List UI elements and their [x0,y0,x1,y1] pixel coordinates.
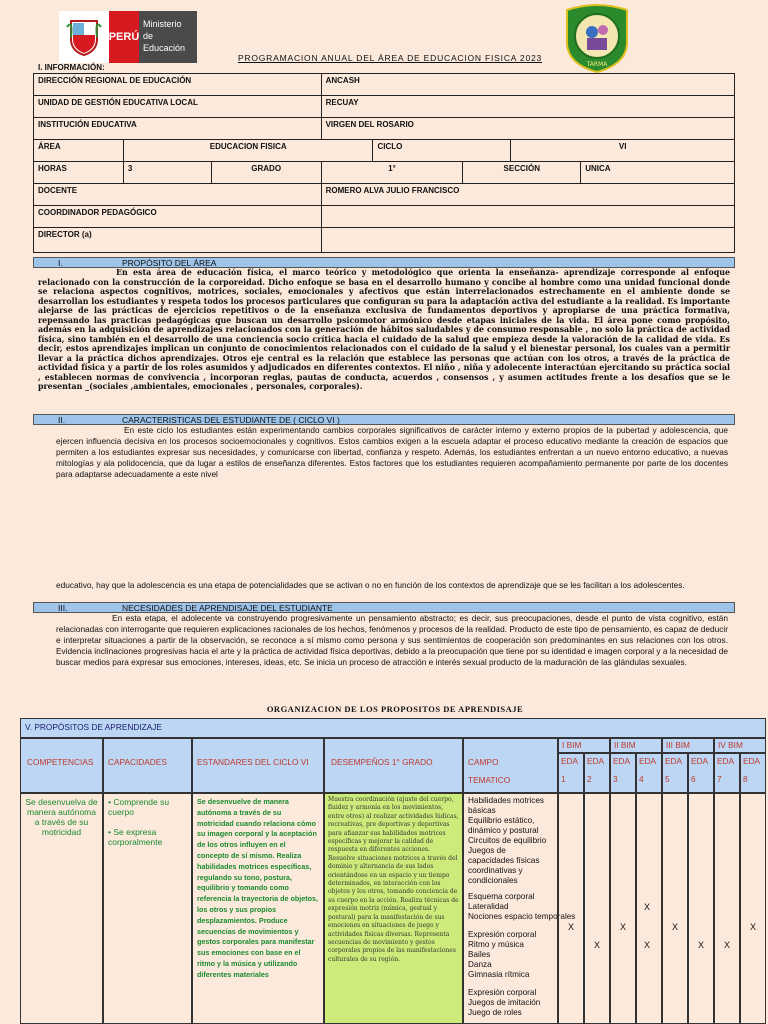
capacidad-1-text: Comprende su cuerpo [108,797,170,817]
eda-4-mark-a: X [644,902,651,912]
info-label-ugel: UNIDAD DE GESTIÓN EDUCATIVA LOCAL [34,96,322,118]
info-label-area: ÁREA [34,140,124,162]
header-desempenos: DESEMPEÑOS 1° GRADO [324,738,463,793]
eda-4-cell [636,793,662,1024]
campo-spacer [468,980,553,988]
section-necesidades-text: En esta etapa, el adolecente va construyendo progresivamente un pensamiento abstracto; es decir, sus preocupaciones, desde el punto de vista cognitivo, están relacionadas con interrogante que requieren explicaciones racionales de los hechos, fenómenos y procesos de la realidad. Producto de este tipo de pensamiento, es capaz de deducir e interpretar situaciones a partir de la observación, se reconoce a sí mismo como persona y sus sentimientos de cooperación son predominantes en sus relaciones con los otros. Evidencia inclinaciones progresivas hacia el arte y la práctica de actividad física deportivas, debido a la preocupación que tiene por su identidad e imagen corporal y a la necesidad de buscar medios para expresar sus emociones, intereses, ideas, etc. Se inicia un proceso de atracción e interés sexual producto de la maduración de las glándulas sexuales. [56,613,729,667]
eda-3-mark: X [620,922,627,932]
section-2-title: CARACTERISTICAS DEL ESTUDIANTE DE ( CICLO VI ) [122,415,340,425]
logo-peru-text: PERÚ [109,11,139,63]
eda-7-mark: X [724,940,731,950]
eda-6-cell [688,793,714,1024]
info-label-coordinador: COORDINADOR PEDAGÓGICO [34,206,322,228]
campo-item: Equilibrio estático, dinámico y postural [468,816,539,835]
school-badge-icon [563,2,631,74]
capacidades-cell [103,793,192,1024]
desempeno-cell: Muestra coordinación (ajuste del cuerpo, fluidez y armonía en los movimientos, entre otros) al realizar actividades lúdicas, recreativas, pre deportivas y deportivas para afianzar sus habilidades motrices específicas y mejorar la calidad de respuesta en diferentes acciones. Resuelve situaciones motrices a través del dominio y alternancia de sus lados orientándose en un espacio y un tiempo determinados, en interacción con los objetos y los otros, tomando conciencia de su cuerpo en la acción. Realiza técnicas de expresión motriz (mímica, gestual y postural) para la manifestación de sus emociones en situaciones de juego y actividades físicas diversas. Representa secuencias de movimiento y gestos corporales propios de las manifestaciones culturales de su región. [324,793,463,1024]
campo-item: Ritmo y música [468,940,524,949]
eda-4-label: EDA [639,756,657,766]
header-estandares: ESTANDARES DEL CICLO VI [192,738,324,793]
section-1-number: I. [58,258,63,268]
section-caracteristicas-text-b: educativo, hay que la adolescencia es una etapa de potencialidades que se activan o no en función de los contextos de aprendizaje que se les facilitan a los adolescentes. [56,580,685,590]
info-label-ciclo: CICLO [373,140,511,162]
bim-1: I BIM [558,738,610,753]
header-tematico: TEMATICO [468,775,511,785]
campo-item: Bailes [468,950,491,959]
header-capacidades: CAPACIDADES [103,738,192,793]
eda-1 [558,753,584,793]
info-value-grado: 1° [321,162,463,184]
campo-item: Expresión corporal [468,988,537,997]
eda-1-num: 1 [561,774,566,784]
eda-5-label: EDA [665,756,683,766]
campo-item: Esquema corporal [468,892,535,901]
eda-1-cell [558,793,584,1024]
logo-ministry-text: Ministerio de Educación [139,11,197,63]
campo-item: Lateralidad [468,902,509,911]
info-value-coordinador [321,206,734,228]
section-proposito-bar [33,257,735,268]
info-value-dre: ANCASH [321,74,734,96]
info-label-horas: HORAS [34,162,124,184]
eda-3-label: EDA [613,756,631,766]
capacidad-1: • Comprende su cuerpo [108,797,170,817]
section-3-title: NECESIDADES DE APRENDISAJE DEL ESTUDIANTE [122,603,333,613]
section-caracteristicas-text: En este ciclo los estudiantes están experimentando cambios corporales significativos de carácter interno y externo propios de la pubertad y adolescencia, que ejercen influencia decisiva en los procesos socioemocionales y cognitivos. Estos cambios exigen a la escuela adaptar el proceso educativo mediante la creación de espacios que permiten a los estudiantes expresar sus necesidades, y comunicarse con libertad, confianza y respeto. Además, los estudiantes enfrentan a un nuevo entorno educativo, a nuevas mitologías y ala polidocencia, que da lugar a estilos de enseñanza diferentes. Estos factores que los estudiantes requieren acompañamiento permanente por parte de los docentes para adaptarse adecuadamente a este nivel [56,425,728,479]
eda-1-mark: X [568,922,575,932]
info-value-area: EDUCACION FISICA [123,140,373,162]
info-value-ie: VIRGEN DEL ROSARIO [321,118,734,140]
eda-2-mark: X [594,940,601,950]
bim-3: III BIM [662,738,714,753]
section-2-number: II. [58,415,66,425]
capacidad-2: • Se expresa corporalmente [108,827,163,847]
campo-item: Expresión corporal [468,930,537,939]
eda-4-mark-b: X [644,940,651,950]
coat-of-arms-icon [59,11,109,63]
eda-6-mark: X [698,940,705,950]
eda-6-label: EDA [691,756,709,766]
eda-7-num: 7 [717,774,722,784]
campo-item: Gimnasia rítmica [468,970,530,979]
eda-7-cell [714,793,740,1024]
eda-3-cell [610,793,636,1024]
section-caracteristicas-bar [33,414,735,425]
eda-6 [688,753,714,793]
eda-5-cell [662,793,688,1024]
campo-spacer [468,922,553,930]
eda-8-num: 8 [743,774,748,784]
eda-7-label: EDA [717,756,735,766]
eda-3-num: 3 [613,774,618,784]
info-value-docente: ROMERO ALVA JULIO FRANCISCO [321,184,734,206]
eda-2 [584,753,610,793]
eda-4 [636,753,662,793]
eda-4-num: 4 [639,774,644,784]
info-label-director: DIRECTOR (a) [34,228,322,253]
eda-3 [610,753,636,793]
info-label-docente: DOCENTE [34,184,322,206]
eda-6-num: 6 [691,774,696,784]
propositos-table [20,718,766,1024]
campo-tematico-cell [463,793,576,1024]
info-label-ie: INSTITUCIÓN EDUCATIVA [34,118,322,140]
section-necesidades-bar [33,602,735,613]
eda-8-label: EDA [743,756,761,766]
eda-1-label: EDA [561,756,579,766]
info-value-ciclo: VI [511,140,735,162]
eda-5 [662,753,688,793]
info-value-seccion: UNICA [581,162,735,184]
info-table [33,73,735,253]
eda-2-label: EDA [587,756,605,766]
info-label-dre: DIRECCIÓN REGIONAL DE EDUCACIÓN [34,74,322,96]
bim-2: II BIM [610,738,662,753]
eda-7 [714,753,740,793]
info-label-seccion: SECCIÓN [463,162,581,184]
info-value-horas: 3 [123,162,211,184]
eda-8-cell [740,793,766,1024]
page-title: PROGRAMACION ANUAL DEL ÁREA DE EDUCACION FISICA 2023 [237,53,543,63]
eda-5-mark: X [672,922,679,932]
campo-item: Habilidades motrices básicas [468,796,544,815]
peru-ministry-logo [59,11,197,63]
campo-item: Juegos de capacidades físicas coordinativas y condicionales [468,846,540,885]
competencia-cell: Se desenvuelva de manera autónoma a través de su motricidad [20,793,103,1024]
header-competencias: COMPETENCIAS [20,738,103,793]
estandar-cell: Se desenvuelve de manera autónoma a través de su motricidad cuando relaciona cómo su imagen corporal y la aceptación de los otros influyen en el concepto de sí mismo. Realiza habilidades motrices específicas, regulando su tono, postura, equilibrio y tomando como referencia la trayectoria de objetos, los otros y sus propios desplazamientos. Produce secuencias de movimientos y gestos corporales para manifestar sus emociones con base en el ritmo y la música y utilizando diferentes materiales [192,793,324,1024]
info-section-label: I. INFORMACIÓN: [38,63,105,72]
section-proposito-text: En esta área de educación física, el marco teórico y metodológico que orienta la enseñanza- aprendizaje corresponde al enfoque relacionado con la construcción de la corporeidad. Dicho enfoque se basa en el desarrollo humano y concibe al hombre como una unidad funcional donde se relaciona aspectos cognitivos, motrices, sociales, emocionales y afectivos que están interrelacionados estrechamente en el ambiente donde se desarrollan los estudiantes y respeta todos los procesos particulares que configuran su para la adaptación activa del estudiante a la realidad. Es importante alejarse de las prácticas de ejercicios repetitivos o de la enseñanza exclusiva de fundamentos deportivos y apropiarse de una práctica formativa, repensando las practicas pedagógicas que buscan un desarrollo psicomotor armónico desde etapas iniciales de la vida. El área pone como propósito, además en la adquisición de aprendizajes relacionados con la generación de hábitos saludables y de consumo responsable , no solo la práctica de actividad física, sino también en el desarrollo de una conciencia socio crítica hacia el cuidado de la salud que empieza desde la valoración de la calidad de vida. Es decir, estos aprendizajes implican un conjunto de conocimientos relacionados con el cuidado de la salud y el bienestar personal, los cuales van a permitir llevar a la práctica dichos aprendizajes. Otros eje central es la relación que establece las personas que actúan con los otros, a través de la práctica de actividad física y a partir de los roles asumidos y adjudicados en diferentes contextos. El niño , niña y adolecente interactúan ejercitando su práctica social , establecen normas de convivencia , incorporan reglas, pautas de conducta, acuerdos , consensos , y asumen actitudes frente a los desafíos que se le presentan _(sociales ,ambientales, emocionales , personales, corporales). [38,268,730,391]
info-value-director [321,228,734,253]
header-campo: CAMPO [468,757,499,767]
propositos-title: V. PROPÓSITOS DE APRENDIZAJE [20,718,766,738]
campo-item: Danza [468,960,492,969]
section-3-number: III. [58,603,68,613]
eda-2-cell [584,793,610,1024]
info-value-ugel: RECUAY [321,96,734,118]
header-campo-tematico [463,738,558,793]
eda-5-num: 5 [665,774,670,784]
bim-4: IV BIM [714,738,766,753]
capacidad-2-text: Se expresa corporalmente [108,827,163,847]
section-1-title: PROPÓSITO DEL ÁREA [122,258,217,268]
info-label-grado: GRADO [211,162,321,184]
eda-2-num: 2 [587,774,592,784]
organizacion-title: ORGANIZACION DE LOS PROPOSITOS DE APRENDISAJE [266,704,524,714]
campo-item: Juego de roles [468,1008,522,1017]
campo-item: Juegos de imitación [468,998,541,1007]
campo-item: Circuitos de equilibrio [468,836,547,845]
eda-8-mark: X [750,922,757,932]
badge-text: TARMA [586,61,608,68]
campo-item: Nociones espacio temporales [468,912,576,921]
eda-8 [740,753,766,793]
